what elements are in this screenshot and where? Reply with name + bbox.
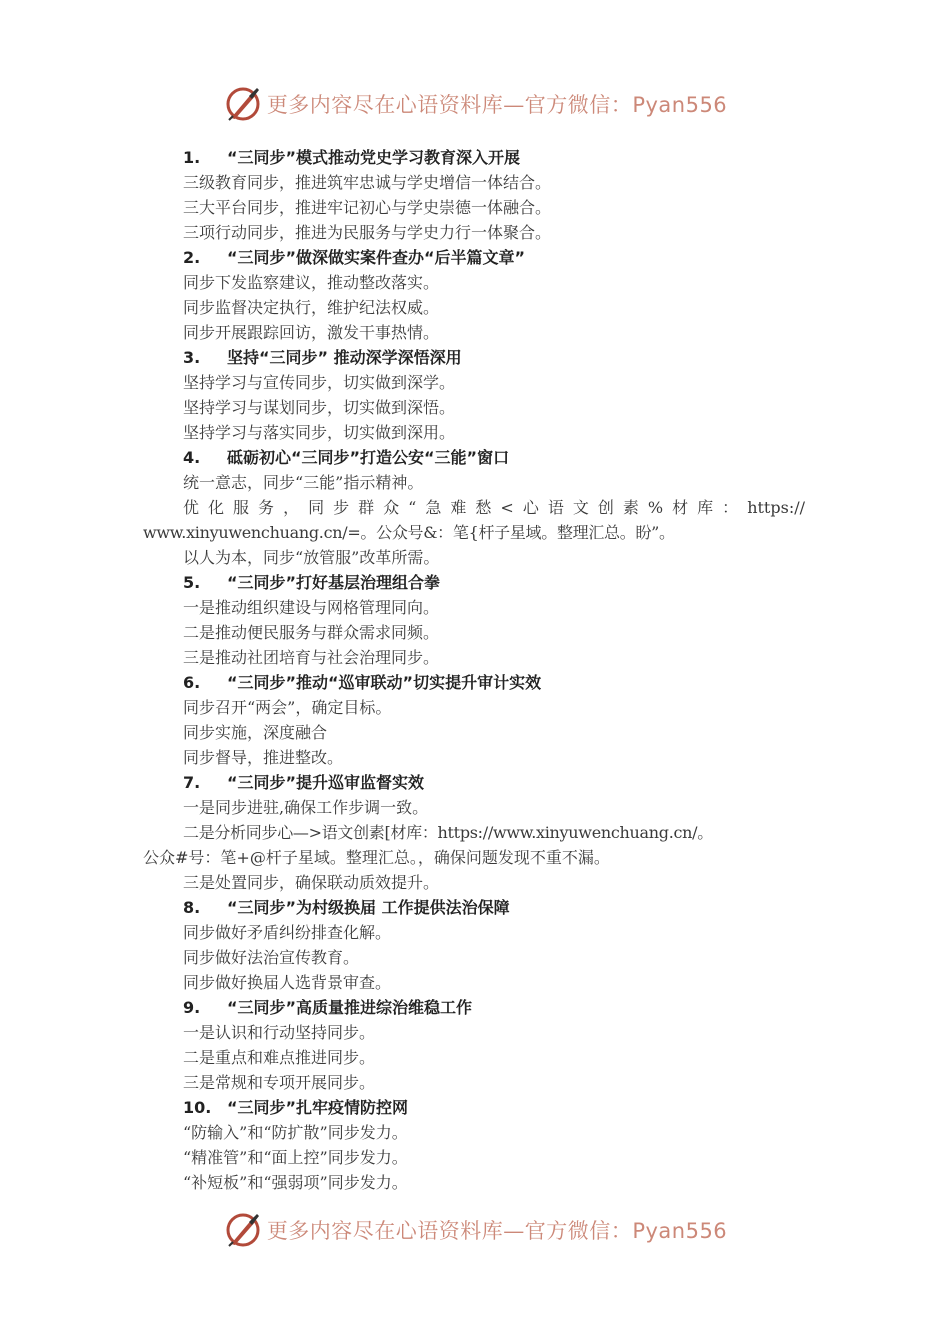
wechat-id: Pyan556 — [632, 93, 728, 117]
list-item: 同步监督决定执行，维护纪法权威。 — [183, 298, 440, 317]
list-item: 同步实施，深度融合 — [183, 723, 328, 742]
list-item: 二是分析同步心—>语文创素[材库：https://www.xinyuwenchuang.cn/。 — [183, 823, 713, 842]
list-item: 三大平台同步，推进牢记初心与学史崇德一体融合。 — [183, 198, 552, 217]
wechat-id: Pyan556 — [632, 1219, 728, 1243]
section-heading: 7. “三同步”提升巡审监督实效 — [183, 773, 425, 792]
list-item: 同步做好矛盾纠纷排查化解。 — [183, 923, 392, 942]
list-item: 同步做好法治宣传教育。 — [183, 948, 360, 967]
section-heading: 10. “三同步”扎牢疫情防控网 — [183, 1098, 409, 1117]
section-heading: 8. “三同步”为村级换届 工作提供法治保障 — [183, 898, 510, 917]
list-item: 二是推动便民服务与群众需求同频。 — [183, 623, 440, 642]
list-item: 三是处置同步，确保联动质效提升。 — [183, 873, 440, 892]
list-item: 公众#号：笔+@杆子星域。整理汇总。，确保问题发现不重不漏。 — [143, 848, 610, 867]
list-item: 同步督导，推进整改。 — [183, 748, 344, 767]
section-heading: 4. 砥砺初心“三同步”打造公安“三能”窗口 — [183, 448, 510, 467]
list-item: “补短板”和“强弱项”同步发力。 — [183, 1173, 408, 1192]
header-banner — [0, 82, 950, 126]
list-item: 以人为本，同步“放管服”改革所需。 — [183, 548, 440, 567]
list-item: 同步召开“两会”，确定目标。 — [183, 698, 392, 717]
list-item: 三是推动社团培育与社会治理同步。 — [183, 648, 440, 667]
banner-text: 更多内容尽在心语资料库—官方微信：Pyan556 — [266, 93, 728, 117]
list-item: 一是推动组织建设与网格管理同向。 — [183, 598, 440, 617]
list-item: 统一意志，同步“三能”指示精神。 — [183, 473, 424, 492]
section-heading: 9. “三同步”高质量推进综治维稳工作 — [183, 998, 473, 1017]
list-item: 同步开展跟踪回访，激发干事热情。 — [183, 323, 440, 342]
list-item: 一是认识和行动坚持同步。 — [183, 1023, 376, 1042]
section-heading: 6. “三同步”推动“巡审联动”切实提升审计实效 — [183, 673, 542, 692]
list-item: 三级教育同步，推进筑牢忠诚与学史增信一体结合。 — [183, 173, 552, 192]
section-heading: 2. “三同步”做深做实案件查办“后半篇文章” — [183, 248, 526, 267]
banner-text: 更多内容尽在心语资料库—官方微信：Pyan556 — [266, 1219, 728, 1243]
list-item: 同步做好换届人选背景审查。 — [183, 973, 392, 992]
list-item: www.xinyuwenchuang.cn/=。公众号&：笔{杆子星域。整理汇总。盼”。 — [143, 523, 675, 542]
quill-pen-icon — [223, 84, 263, 124]
section-heading: 5. “三同步”打好基层治理组合拳 — [183, 573, 441, 592]
document-body — [143, 145, 813, 1195]
list-item: 优化服务，同步群众“急难愁<心语文创素%材库：https:// — [183, 498, 805, 517]
quill-pen-icon — [223, 1210, 263, 1250]
list-item: 同步下发监察建议，推动整改落实。 — [183, 273, 440, 292]
list-item: 二是重点和难点推进同步。 — [183, 1048, 376, 1067]
section-heading: 3. 坚持“三同步” 推动深学深悟深用 — [183, 348, 462, 367]
list-item: 坚持学习与宣传同步，切实做到深学。 — [183, 373, 456, 392]
footer-banner — [0, 1208, 950, 1252]
list-item: “防输入”和“防扩散”同步发力。 — [183, 1123, 408, 1142]
list-item: 坚持学习与落实同步，切实做到深用。 — [183, 423, 456, 442]
section-heading: 1. “三同步”模式推动党史学习教育深入开展 — [183, 148, 521, 167]
list-item: 坚持学习与谋划同步，切实做到深悟。 — [183, 398, 456, 417]
list-item: 三项行动同步，推进为民服务与学史力行一体聚合。 — [183, 223, 552, 242]
list-item: “精准管”和“面上控”同步发力。 — [183, 1148, 408, 1167]
list-item: 一是同步进驻,确保工作步调一致。 — [183, 798, 429, 817]
list-item: 三是常规和专项开展同步。 — [183, 1073, 376, 1092]
